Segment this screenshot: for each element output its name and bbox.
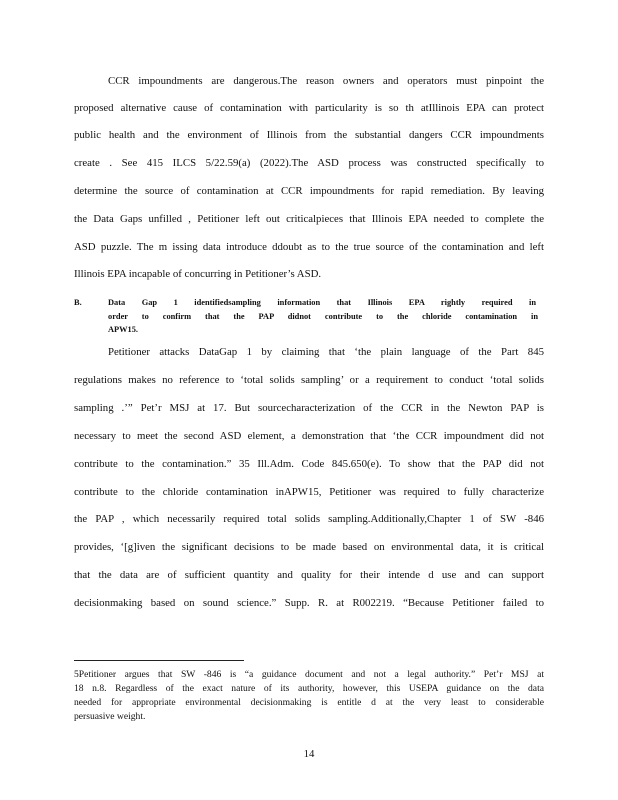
footnote-line: 5Petitioner argues that SW -846 is “a guidance document and not a legal authority.” Pet’r MSJ at [74, 669, 544, 680]
body-line: regulations makes no reference to ‘total solids sampling’ or a requirement to conduct ‘total solids [74, 374, 544, 386]
body-line: Illinois EPA incapable of concurring in Petitioner’s ASD. [74, 268, 322, 280]
page-number: 14 [303, 748, 315, 760]
body-line: decisionmaking based on sound science.” Supp. R. at R002219. “Because Petitioner failed to [74, 597, 544, 609]
footnote-line: needed for appropriate environmental decisionmaking is entitle d at the very least to considerable [74, 697, 544, 708]
body-line: Petitioner attacks DataGap 1 by claiming that ‘the plain language of the Part 845 [108, 346, 544, 358]
body-line: create . See 415 ILCS 5/22.59(a) (2022).The ASD process was constructed specifically to [74, 157, 544, 169]
body-line: necessary to meet the second ASD element, a demonstration that ‘the CCR impoundment did not [74, 430, 544, 442]
body-line: sampling .’” Pet’r MSJ at 17. But sourcecharacterization of the CCR in the Newton PAP is [74, 402, 544, 414]
section-label: B. [74, 298, 82, 307]
body-line: determine the source of contamination at CCR impoundments for rapid remediation. By leaving [74, 185, 544, 197]
body-line: the Data Gaps unfilled , Petitioner left out criticalpieces that Illinois EPA needed to complete the [74, 213, 544, 225]
body-line: provides, ‘[g]iven the significant decisions to be made based on environmental data, it is critical [74, 541, 544, 553]
body-line: contribute to the contamination.” 35 Ill.Adm. Code 845.650(e). To show that the PAP did not [74, 458, 544, 470]
footnote-line: persuasive weight. [74, 711, 146, 722]
body-line: that the data are of sufficient quantity and quality for their intende d use and can support [74, 569, 544, 581]
footnote-separator [74, 660, 244, 661]
body-line: public health and the environment of Illinois from the substantial dangers CCR impoundments [74, 129, 544, 141]
section-heading-line: order to confirm that the PAP didnot contribute to the chloride contamination in [108, 312, 538, 321]
section-heading-line: Data Gap 1 identifiedsampling information that Illinois EPA rightly required in [108, 298, 536, 307]
body-line: ASD puzzle. The m issing data introduce ddoubt as to the true source of the contamination and left [74, 241, 544, 253]
body-line: the PAP , which necessarily required total solids sampling.Additionally,Chapter 1 of SW -846 [74, 513, 544, 525]
body-line: contribute to the chloride contamination inAPW15, Petitioner was required to fully characterize [74, 486, 544, 498]
section-heading-line: APW15. [108, 325, 139, 334]
body-line: CCR impoundments are dangerous.The reason owners and operators must pinpoint the [108, 75, 544, 87]
body-line: proposed alternative cause of contamination with particularity is so th atIllinois EPA can protect [74, 102, 544, 114]
footnote-line: 18 n.8. Regardless of the exact nature of its authority, however, this USEPA guidance on the data [74, 683, 544, 694]
